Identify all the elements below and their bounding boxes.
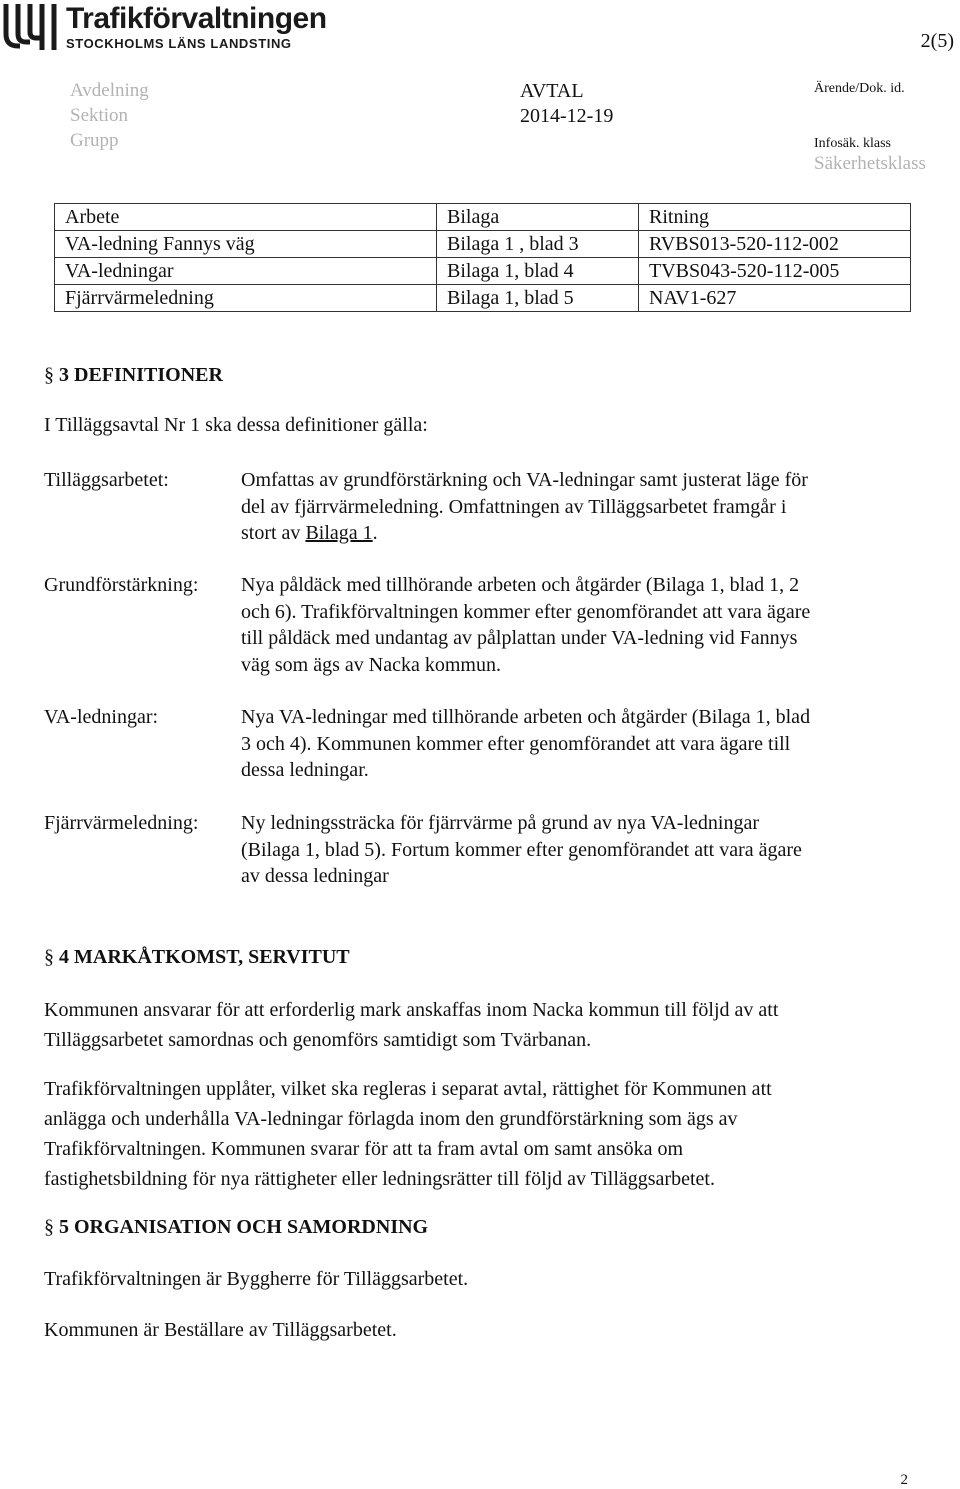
section-4-paragraph-2 bbox=[44, 1074, 772, 1194]
paragraph-line: Kommunen ansvarar för att erforderlig mark anskaffas inom Nacka kommun till följd av att bbox=[44, 999, 779, 1021]
table-cell: Bilaga 1, blad 4 bbox=[437, 258, 639, 285]
definition-line: och 6). Trafikförvaltningen kommer efter genomförandet att vara ägare bbox=[241, 600, 811, 623]
definition-term: Tilläggsarbetet: bbox=[44, 469, 169, 491]
definition-line: Omfattas av grundförstärkning och VA-ledningar samt justerat läge för bbox=[241, 469, 808, 491]
section-sign: § bbox=[44, 946, 54, 968]
table-cell: Bilaga 1, blad 5 bbox=[437, 285, 639, 312]
section-4-title: 4 MARKÅTKOMST, SERVITUT bbox=[59, 946, 350, 968]
section-5-paragraph-2: Kommunen är Beställare av Tilläggsarbetet. bbox=[44, 1319, 397, 1341]
page-indicator: 2(5) bbox=[920, 30, 954, 52]
paragraph-line: fastighetsbildning för nya rättigheter eller ledningsrätter till följd av Tilläggsarbetet. bbox=[44, 1168, 715, 1190]
table-cell: Fjärrvärmeledning bbox=[55, 285, 437, 312]
section-5-title: 5 ORGANISATION OCH SAMORDNING bbox=[59, 1216, 429, 1238]
bilaga-1-link[interactable]: Bilaga 1 bbox=[305, 522, 373, 544]
paragraph-line: Trafikförvaltningen upplåter, vilket ska regleras i separat avtal, rättighet för Kommunen att bbox=[44, 1078, 772, 1100]
meta-sektion: Sektion bbox=[70, 105, 129, 126]
definition-line: Ny ledningssträcka för fjärrvärme på grund av nya VA-ledningar bbox=[241, 812, 759, 834]
footer-page-number: 2 bbox=[900, 1472, 908, 1488]
table-cell: Bilaga 1 , blad 3 bbox=[437, 231, 639, 258]
definition-text bbox=[241, 704, 810, 784]
meta-avdelning: Avdelning bbox=[70, 80, 149, 101]
section-3-intro: I Tilläggsavtal Nr 1 ska dessa definitioner gälla: bbox=[44, 414, 428, 436]
table-cell: VA-ledningar bbox=[55, 258, 437, 285]
section-sign: § bbox=[44, 364, 54, 386]
meta-grupp: Grupp bbox=[70, 130, 119, 151]
section-sign: § bbox=[44, 1216, 54, 1238]
document-date: 2014-12-19 bbox=[520, 105, 614, 127]
definition-line bbox=[241, 520, 808, 547]
organization-logo bbox=[0, 0, 330, 58]
definition-text bbox=[241, 572, 810, 678]
definition-line: dessa ledningar. bbox=[241, 759, 369, 781]
definition-line: väg som ägs av Nacka kommun. bbox=[241, 653, 501, 676]
definition-line: Nya påldäck med tillhörande arbeten och åtgärder (Bilaga 1, blad 1, 2 bbox=[241, 574, 800, 596]
logo-mark-icon bbox=[2, 2, 62, 50]
definition-line-prefix: stort av bbox=[241, 522, 306, 544]
table-row bbox=[55, 258, 911, 285]
definition-term: Fjärrvärmeledning: bbox=[44, 812, 199, 834]
definition-line: Nya VA-ledningar med tillhörande arbeten och åtgärder (Bilaga 1, blad bbox=[241, 706, 811, 728]
paragraph-line: Trafikförvaltningen. Kommunen svarar för att ta fram avtal om samt ansöka om bbox=[44, 1138, 684, 1160]
table-cell: NAV1-627 bbox=[639, 285, 911, 312]
definition-text bbox=[241, 810, 802, 890]
section-3-heading bbox=[44, 364, 223, 387]
table-header-row bbox=[55, 204, 911, 231]
logo-name: Trafikförvaltningen bbox=[66, 2, 327, 35]
attachments-table bbox=[54, 203, 911, 312]
definition-line: till påldäck med undantag av pålplattan under VA-ledning vid Fannys bbox=[241, 627, 798, 649]
section-4-heading bbox=[44, 946, 350, 969]
section-3-title: 3 DEFINITIONER bbox=[59, 364, 223, 386]
paragraph-line: anlägga och underhålla VA-ledningar förlagda inom den grundförstärkning som ägs av bbox=[44, 1108, 738, 1130]
section-5-heading bbox=[44, 1216, 428, 1239]
definition-term: VA-ledningar: bbox=[44, 706, 159, 728]
table-header-cell: Bilaga bbox=[437, 204, 639, 231]
meta-sakerhetsklass: Säkerhetsklass bbox=[814, 153, 926, 174]
table-cell: VA-ledning Fannys väg bbox=[55, 231, 437, 258]
table-cell: RVBS013-520-112-002 bbox=[639, 231, 911, 258]
definition-line: av dessa ledningar bbox=[241, 865, 389, 887]
table-cell: TVBS043-520-112-005 bbox=[639, 258, 911, 285]
definition-term: Grundförstärkning: bbox=[44, 574, 199, 596]
definition-line-suffix: . bbox=[372, 522, 378, 544]
logo-subtitle: STOCKHOLMS LÄNS LANDSTING bbox=[66, 36, 292, 51]
paragraph-line: Tilläggsarbetet samordnas och genomförs samtidigt som Tvärbanan. bbox=[44, 1029, 592, 1051]
definition-line: (Bilaga 1, blad 5). Fortum kommer efter genomförandet att vara ägare bbox=[241, 838, 802, 861]
table-header-cell: Ritning bbox=[639, 204, 911, 231]
table-row bbox=[55, 231, 911, 258]
meta-arende-label: Ärende/Dok. id. bbox=[814, 81, 905, 96]
definition-line: del av fjärrvärmeledning. Omfattningen av Tilläggsarbetet framgår i bbox=[241, 495, 787, 518]
definition-text bbox=[241, 467, 808, 547]
table-header-cell: Arbete bbox=[55, 204, 437, 231]
section-4-paragraph-1 bbox=[44, 995, 778, 1055]
section-5-paragraph-1: Trafikförvaltningen är Byggherre för Tilläggsarbetet. bbox=[44, 1268, 469, 1290]
table-row bbox=[55, 285, 911, 312]
document-type: AVTAL bbox=[520, 80, 584, 102]
definition-line: 3 och 4). Kommunen kommer efter genomförandet att vara ägare till bbox=[241, 732, 791, 755]
meta-infosak-label: Infosäk. klass bbox=[814, 136, 891, 151]
